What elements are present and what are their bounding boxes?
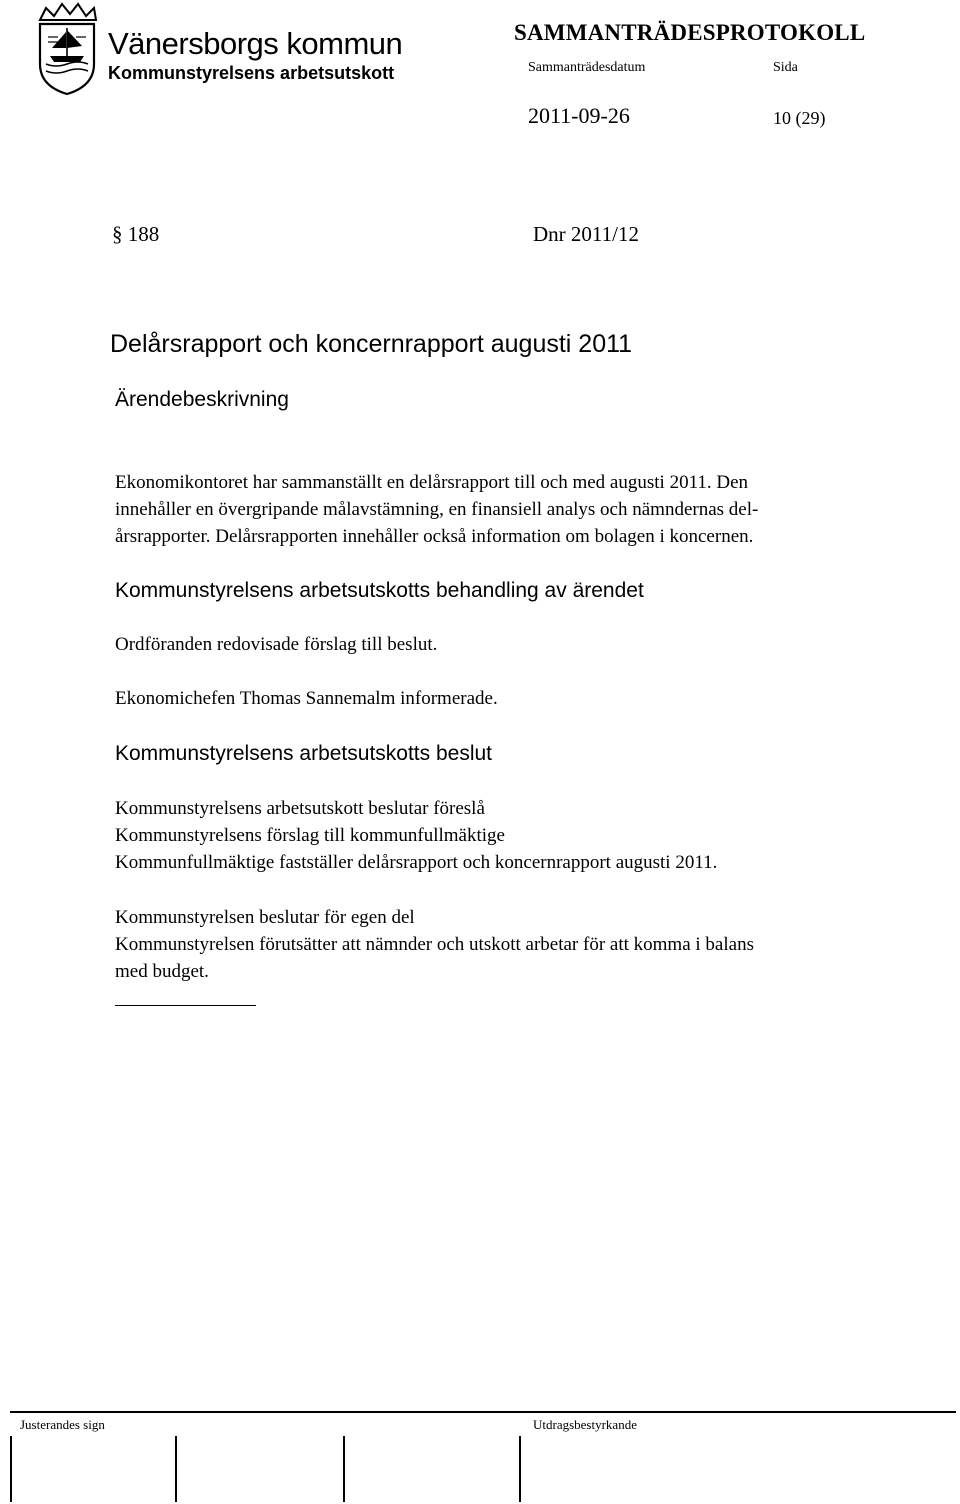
decision-line: Kommunstyrelsens förslag till kommunfullmäktige [115, 825, 505, 846]
decision-line: Kommunfullmäktige fastställer delårsrapport och koncernrapport augusti 2011. [115, 852, 718, 873]
own-decision-paragraph [115, 904, 915, 985]
handling-text: Ordföranden redovisade förslag till beslut. [115, 634, 438, 655]
footer-rule [10, 1411, 956, 1413]
document-type: SAMMANTRÄDESPROTOKOLL [514, 20, 866, 45]
signature-box-divider [343, 1436, 345, 1502]
signature-box-divider [10, 1436, 12, 1502]
organization-unit: Kommunstyrelsens arbetsutskott [108, 63, 395, 83]
handling-text: Ekonomichefen Thomas Sannemalm informerade. [115, 688, 498, 709]
decision-heading: Kommunstyrelsens arbetsutskotts beslut [115, 742, 492, 765]
extract-certification-label: Utdragsbestyrkande [533, 1417, 637, 1432]
description-line: innehåller en övergripande målavstämning, en finansiell analys och nämndernas del- [115, 499, 759, 520]
case-title: Delårsrapport och koncernrapport augusti 2011 [110, 330, 633, 358]
page-label: Sida [773, 60, 798, 75]
description-line: Ekonomikontoret har sammanställt en delårsrapport till och med augusti 2011. Den [115, 472, 749, 493]
description-line: årsrapporter. Delårsrapporten innehåller också information om bolagen i koncernen. [115, 526, 754, 547]
decision-line: Kommunstyrelsens arbetsutskott beslutar föreslå [115, 798, 485, 819]
own-decision-line: Kommunstyrelsen förutsätter att nämnder och utskott arbetar för att komma i balans [115, 934, 754, 955]
signature-box-divider [175, 1436, 177, 1502]
description-paragraph [115, 469, 915, 550]
description-heading: Ärendebeskrivning [115, 388, 289, 411]
own-decision-line: med budget. [115, 961, 209, 982]
paragraph-number: § 188 [112, 222, 160, 246]
meeting-date-label: Sammanträdesdatum [528, 60, 646, 75]
signature-label: Justerandes sign [20, 1417, 105, 1432]
meeting-date: 2011-09-26 [528, 103, 630, 128]
separator-line [115, 1005, 256, 1006]
decision-paragraph [115, 795, 915, 876]
signature-box-divider [519, 1436, 521, 1502]
own-decision-line: Kommunstyrelsen beslutar för egen del [115, 907, 415, 928]
municipal-crest-ship-icon [36, 2, 98, 96]
page-number: 10 (29) [773, 108, 826, 128]
handling-heading: Kommunstyrelsens arbetsutskotts behandling av ärendet [115, 579, 644, 602]
organization-name: Vänersborgs kommun [108, 26, 403, 61]
case-number: Dnr 2011/12 [533, 222, 639, 246]
